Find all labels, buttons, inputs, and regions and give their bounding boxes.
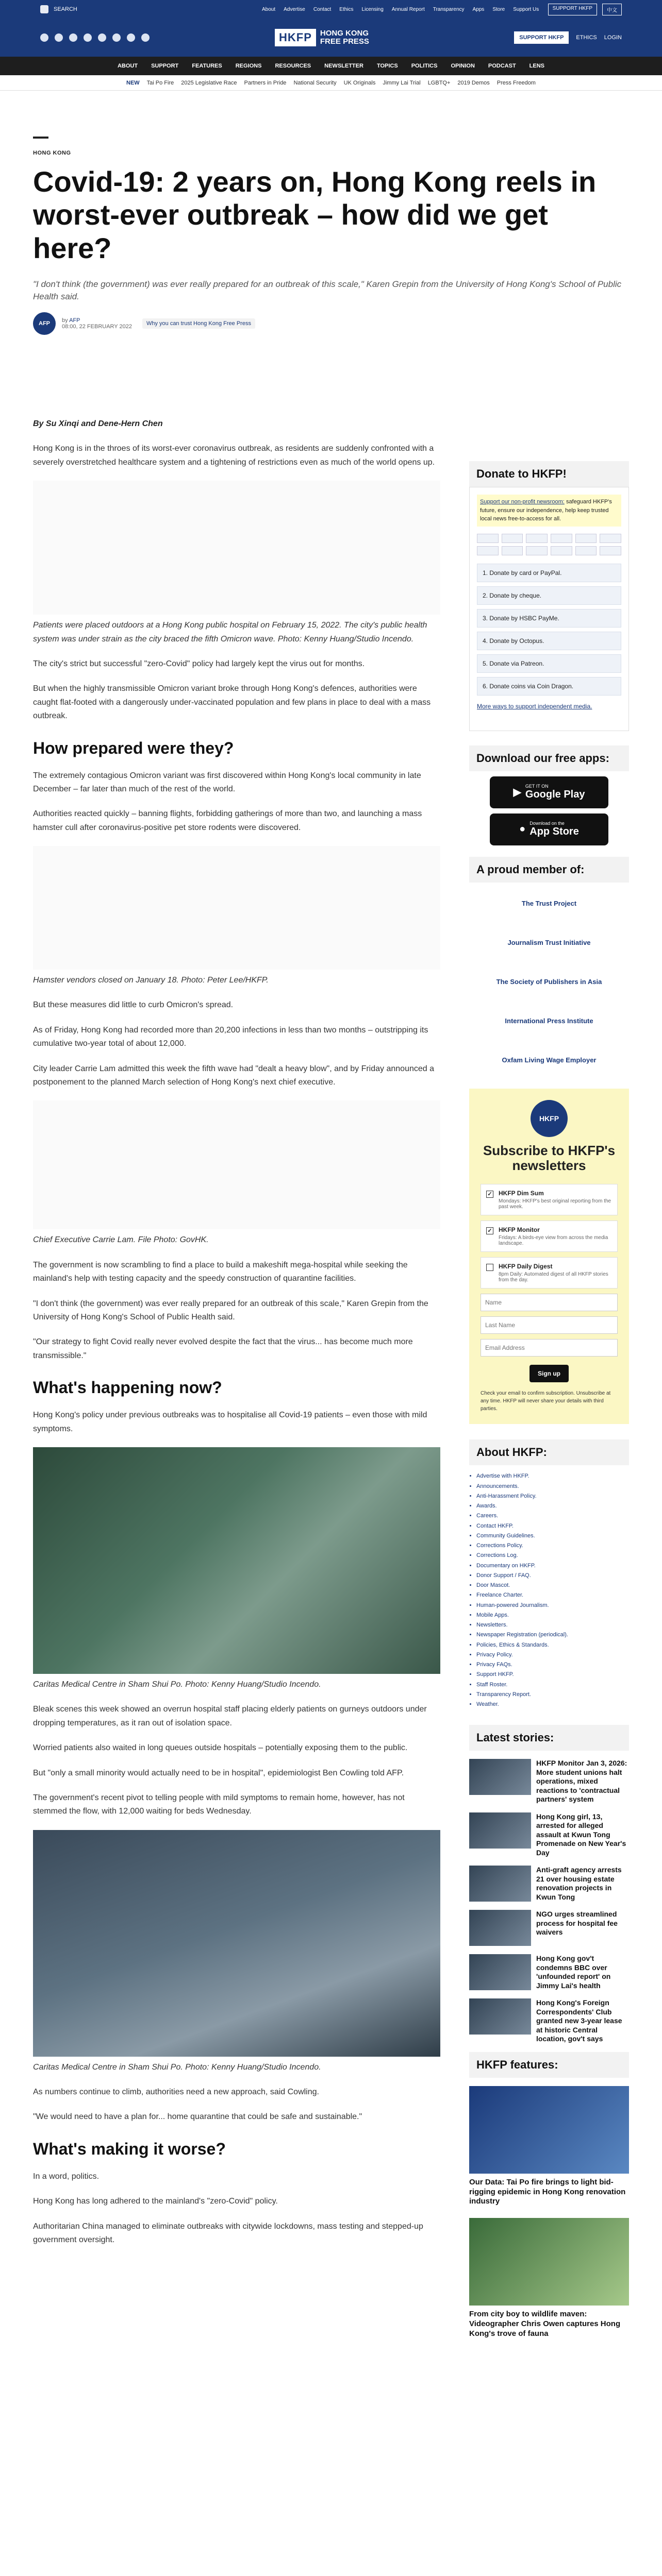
trending-item[interactable]: 2019 Demos bbox=[457, 79, 490, 86]
nav-item-opinion[interactable]: OPINION bbox=[451, 63, 475, 69]
trending-new-label: NEW bbox=[126, 79, 140, 86]
option-desc: Mondays: HKFP's best original reporting from the past week. bbox=[499, 1198, 611, 1210]
checkbox[interactable]: ✓ bbox=[486, 1191, 493, 1198]
payme-icon bbox=[502, 546, 523, 555]
language-switch[interactable]: 中文 bbox=[602, 4, 622, 15]
donate-lead bbox=[477, 495, 621, 527]
telegram-icon[interactable] bbox=[112, 33, 121, 42]
main-nav bbox=[0, 57, 662, 75]
last-name-input[interactable] bbox=[481, 1316, 618, 1334]
email-input[interactable] bbox=[481, 1339, 618, 1357]
more-ways-link[interactable]: More ways to support independent media. bbox=[477, 702, 592, 710]
about-link[interactable]: • Support HKFP. bbox=[476, 1670, 622, 1680]
site-logo[interactable] bbox=[275, 29, 369, 46]
author-avatar[interactable]: AFP bbox=[33, 312, 56, 335]
app-store-button[interactable] bbox=[490, 814, 608, 845]
utility-link[interactable]: Transparency bbox=[433, 6, 465, 12]
nav-item-topics[interactable]: TOPICS bbox=[376, 63, 398, 69]
about-link[interactable]: • Documentary on HKFP. bbox=[476, 1561, 622, 1571]
nav-item-lens[interactable]: LENS bbox=[529, 63, 545, 69]
utility-link[interactable]: Advertise bbox=[284, 6, 305, 12]
google-play-small: GET IT ON bbox=[525, 784, 549, 789]
latest-story[interactable] bbox=[469, 1866, 629, 1902]
donate-option[interactable]: 4. Donate by Octopus. bbox=[477, 632, 621, 650]
x-icon[interactable] bbox=[55, 33, 63, 42]
latest-story[interactable] bbox=[469, 1812, 629, 1858]
jcb-icon bbox=[575, 534, 597, 543]
paragraph: The extremely contagious Omicron variant was first discovered within Hong Kong's local community in late December – far later than much of the rest of the world. bbox=[33, 771, 421, 793]
about-link[interactable]: • Community Guidelines. bbox=[476, 1531, 622, 1541]
nav-item-features[interactable]: FEATURES bbox=[192, 63, 222, 69]
paragraph: Hong Kong's policy under previous outbreaks was to hospitalise all Covid-19 patients – even those with mild symptoms. bbox=[33, 1411, 427, 1433]
option-name: HKFP Daily Digest bbox=[499, 1263, 553, 1270]
paragraph: The government is now scrambling to find a place to build a makeshift mega-hospital while seeking the mainland's help with testing capacity and the speedy construction of quarantine facilities. bbox=[33, 1260, 408, 1283]
about-link[interactable]: • Donor Support / FAQ. bbox=[476, 1571, 622, 1581]
story-title[interactable]: Hong Kong gov't condemns BBC over 'unfounded report' on Jimmy Lai's health bbox=[536, 1954, 611, 1990]
story-title[interactable]: NGO urges streamlined process for hospital fee waivers bbox=[536, 1910, 618, 1937]
about-link[interactable]: • Corrections Policy. bbox=[476, 1541, 622, 1551]
about-link[interactable]: • Mobile Apps. bbox=[476, 1611, 622, 1620]
patreon-icon bbox=[575, 546, 597, 555]
feature-image[interactable] bbox=[469, 2086, 629, 2174]
feature-story[interactable] bbox=[469, 2218, 629, 2338]
about-link[interactable]: • Freelance Charter. bbox=[476, 1590, 622, 1600]
story-thumbnail[interactable] bbox=[469, 1998, 531, 2035]
nav-item-support[interactable]: SUPPORT bbox=[151, 63, 179, 69]
article-body bbox=[33, 417, 440, 2258]
article-excerpt: "I don't think (the government) was ever really prepared for an outbreak of this scale," Karen Grepin from the University of Hong Kong's School of Public Health said. bbox=[33, 279, 622, 301]
instagram-icon[interactable] bbox=[69, 33, 77, 42]
google-play-button[interactable] bbox=[490, 776, 608, 808]
about-link[interactable]: • Human-powered Journalism. bbox=[476, 1601, 622, 1611]
option-desc: 8pm Daily: Automated digest of all HKFP stories from the day. bbox=[499, 1272, 608, 1283]
paragraph: Hong Kong has long adhered to the mainland's "zero-Covid" policy. bbox=[33, 2197, 278, 2206]
option-name: HKFP Dim Sum bbox=[499, 1190, 544, 1197]
about-link[interactable]: • Newsletters. bbox=[476, 1620, 622, 1630]
ethics-link[interactable]: ETHICS bbox=[576, 35, 597, 41]
visa-icon bbox=[502, 534, 523, 543]
trending-item[interactable]: National Security bbox=[293, 79, 337, 86]
google-play-icon: ▶ bbox=[513, 787, 521, 798]
utility-link[interactable]: Annual Report bbox=[391, 6, 425, 12]
name-input[interactable] bbox=[481, 1294, 618, 1311]
paragraph: Authoritarian China managed to eliminate outbreaks with citywide lockdowns, mass testing and stepped-up government oversight. bbox=[33, 2222, 423, 2245]
paragraph: As numbers continue to climb, authorities need a new approach, said Cowling. bbox=[33, 2088, 319, 2097]
donate-option[interactable]: 5. Donate via Patreon. bbox=[477, 654, 621, 673]
paypal-icon bbox=[477, 546, 499, 555]
hospital-photo bbox=[33, 1447, 440, 1674]
search-link[interactable]: SEARCH bbox=[54, 6, 77, 12]
about-link[interactable]: • Corrections Log. bbox=[476, 1551, 622, 1561]
about-title: About HKFP: bbox=[469, 1439, 629, 1465]
paragraph: The government's recent pivot to telling people with mild symptoms to remain home, however, has not stemmed the flow, with 12,000 waiting for beds Wednesday. bbox=[33, 1793, 405, 1816]
latest-story[interactable] bbox=[469, 1998, 629, 2044]
story-title[interactable]: Hong Kong's Foreign Correspondents' Club granted new 3-year lease at historic Central location, gov't says bbox=[536, 1998, 622, 2043]
category-rule bbox=[33, 137, 48, 139]
top-utility-bar bbox=[0, 0, 662, 19]
amex-icon bbox=[526, 534, 548, 543]
paragraph: "We would need to have a plan for... home quarantine that could be safe and sustainable." bbox=[33, 2112, 362, 2122]
brand-header bbox=[0, 19, 662, 57]
topbar-support-button[interactable]: SUPPORT HKFP bbox=[548, 4, 597, 15]
trust-guide-link[interactable]: Why you can trust Hong Kong Free Press bbox=[142, 318, 255, 329]
member-logo[interactable]: The Trust Project bbox=[521, 900, 577, 907]
paragraph: Bleak scenes this week showed an overrun hospital staff placing elderly patients on gurneys outdoors under dropping temperatures, as it ran out of isolation space. bbox=[33, 1705, 427, 1727]
threads-icon[interactable] bbox=[84, 33, 92, 42]
about-list bbox=[469, 1465, 629, 1725]
newsletter-title: Subscribe to HKFP's newsletters bbox=[483, 1142, 616, 1174]
donate-lead-text: safeguard HKFP's future, ensure our independence, help keep trusted local news free-to-access for all. bbox=[480, 499, 612, 522]
latest-story[interactable] bbox=[469, 1759, 629, 1804]
donate-option[interactable]: 3. Donate by HSBC PayMe. bbox=[477, 609, 621, 628]
support-hkfp-button[interactable]: SUPPORT HKFP bbox=[514, 31, 569, 44]
publish-date: 08:00, 22 FEBRUARY 2022 bbox=[62, 323, 132, 330]
nav-item-regions[interactable]: REGIONS bbox=[235, 63, 262, 69]
story-title[interactable]: Anti-graft agency arrests 21 over housing estate renovation projects in Kwun Tong bbox=[536, 1866, 622, 1901]
member-logo[interactable]: Journalism Trust Initiative bbox=[507, 939, 591, 946]
newsletter-box bbox=[469, 1089, 629, 1425]
logo-mark: HKFP bbox=[275, 29, 316, 46]
paragraph: But "only a small minority would actually need to be in hospital", epidemiologist Ben Cowling told AFP. bbox=[33, 1768, 404, 1777]
article-header bbox=[33, 137, 629, 353]
fps-icon bbox=[526, 546, 548, 555]
logo-text bbox=[320, 29, 369, 46]
byline bbox=[33, 312, 629, 335]
trending-item[interactable]: Tai Po Fire bbox=[146, 79, 174, 86]
social-icons bbox=[40, 33, 275, 42]
nav-item-about[interactable]: ABOUT bbox=[117, 63, 138, 69]
app-store-label: App Store bbox=[529, 826, 579, 837]
logo-line1: HONG KONG bbox=[320, 29, 369, 38]
mastercard-icon bbox=[477, 534, 499, 543]
facebook-icon[interactable] bbox=[40, 33, 48, 42]
about-link[interactable]: • Weather. bbox=[476, 1700, 622, 1709]
utility-link[interactable]: Apps bbox=[472, 6, 485, 12]
about-link[interactable]: • Transparency Report. bbox=[476, 1690, 622, 1700]
rss-icon[interactable] bbox=[141, 33, 150, 42]
author-by: by bbox=[62, 317, 68, 324]
about-link[interactable]: • Awards. bbox=[476, 1501, 622, 1511]
author-link[interactable]: AFP bbox=[69, 317, 80, 324]
about-link[interactable]: • Advertise with HKFP. bbox=[476, 1471, 622, 1481]
story-title[interactable]: HKFP Monitor Jan 3, 2026: More student unions halt operations, mixed reactions to 'contractual partners' system bbox=[536, 1759, 627, 1804]
login-link[interactable]: LOGIN bbox=[604, 35, 622, 41]
story-thumbnail[interactable] bbox=[469, 1866, 531, 1902]
donate-option[interactable]: 2. Donate by cheque. bbox=[477, 586, 621, 605]
google-play-label: Google Play bbox=[525, 789, 585, 800]
about-link[interactable]: • Announcements. bbox=[476, 1482, 622, 1492]
story-thumbnail[interactable] bbox=[469, 1910, 531, 1946]
about-link[interactable]: • Staff Roster. bbox=[476, 1680, 622, 1690]
about-link[interactable]: • Contact HKFP. bbox=[476, 1521, 622, 1531]
trending-item[interactable]: 2025 Legislative Race bbox=[181, 79, 237, 86]
option-name: HKFP Monitor bbox=[499, 1226, 540, 1234]
author-block bbox=[62, 317, 132, 330]
paragraph: But these measures did little to curb Omicron's spread. bbox=[33, 1001, 234, 1010]
cheque-icon bbox=[600, 546, 621, 555]
about-link[interactable]: • Policies, Ethics & Standards. bbox=[476, 1640, 622, 1650]
latest-list bbox=[469, 1759, 629, 2044]
email-icon[interactable] bbox=[127, 33, 135, 42]
story-thumbnail[interactable] bbox=[469, 1759, 531, 1795]
menu-icon[interactable] bbox=[40, 5, 48, 13]
member-title: A proud member of: bbox=[469, 857, 629, 883]
photo-caption: Caritas Medical Centre in Sham Shui Po. Photo: Kenny Huang/Studio Incendo. bbox=[33, 2062, 321, 2072]
payment-icons bbox=[477, 534, 621, 555]
donate-title: Donate to HKFP! bbox=[469, 461, 629, 487]
story-thumbnail[interactable] bbox=[469, 1812, 531, 1849]
paragraph: "Our strategy to fight Covid really never evolved despite the fact that the virus... has become much more transmissible." bbox=[33, 1337, 413, 1360]
section-heading: What's making it worse? bbox=[33, 2139, 226, 2158]
newsletter-option[interactable] bbox=[481, 1221, 618, 1252]
nav-item-podcast[interactable]: PODCAST bbox=[488, 63, 516, 69]
newsletter-option[interactable] bbox=[481, 1257, 618, 1289]
features-title: HKFP features: bbox=[469, 2052, 629, 2078]
option-desc: Fridays: A birds-eye view from across the media landscape. bbox=[499, 1235, 608, 1247]
donate-option[interactable]: 6. Donate coins via Coin Dragon. bbox=[477, 677, 621, 696]
logo-line2: FREE PRESS bbox=[320, 37, 369, 46]
trending-item[interactable]: Partners in Pride bbox=[244, 79, 287, 86]
paragraph: In a word, politics. bbox=[33, 2172, 100, 2181]
latest-story[interactable] bbox=[469, 1910, 629, 1946]
paragraph: "I don't think (the government) was ever really prepared for an outbreak of this scale," Karen Grepin from the University of Hong Kong's School of Public Health said. bbox=[33, 1299, 428, 1321]
signup-button[interactable]: Sign up bbox=[529, 1365, 569, 1382]
discover-icon bbox=[600, 534, 621, 543]
apps-title: Download our free apps: bbox=[469, 745, 629, 771]
article-photo bbox=[33, 846, 440, 970]
section-heading: What's happening now? bbox=[33, 1378, 222, 1397]
utility-links bbox=[262, 7, 539, 12]
paragraph: As of Friday, Hong Kong had recorded more than 20,200 infections in less than two months – outstripping its cumulative two-year total of about 12,000. bbox=[33, 1025, 428, 1048]
trending-item[interactable]: UK Originals bbox=[343, 79, 376, 86]
checkbox[interactable] bbox=[486, 1264, 493, 1271]
paragraph: Authorities reacted quickly – banning flights, forbidding gatherings of more than two, and launching a mass hamster cull after coronavirus-positive pet store rodents were discovered. bbox=[33, 809, 422, 832]
story-thumbnail[interactable] bbox=[469, 1954, 531, 1990]
member-logo[interactable]: Oxfam Living Wage Employer bbox=[502, 1056, 597, 1064]
nav-item-newsletter[interactable]: NEWSLETTER bbox=[324, 63, 363, 69]
donate-box bbox=[469, 487, 629, 731]
octopus-icon bbox=[551, 546, 572, 555]
apple-icon: ● bbox=[519, 823, 526, 835]
trending-bar bbox=[0, 75, 662, 91]
newsletter-fineprint: Check your email to confirm subscription. Unsubscribe at any time. HKFP will never share your details with third parties. bbox=[481, 1391, 611, 1412]
member-logo[interactable]: International Press Institute bbox=[505, 1017, 593, 1025]
utility-link[interactable]: About bbox=[262, 6, 276, 12]
paragraph: But when the highly transmissible Omicron variant broke through Hong Kong's defences, authorities were caught flat-footed with a dangerously under-vaccinated population and few plans in place to deal with a mass outbreak. bbox=[33, 684, 431, 721]
member-logo[interactable]: The Society of Publishers in Asia bbox=[496, 978, 602, 986]
nav-item-politics[interactable]: POLITICS bbox=[411, 63, 438, 69]
unionpay-icon bbox=[551, 534, 572, 543]
app-store-small: Download on the bbox=[529, 821, 565, 826]
paragraph: The city's strict but successful "zero-Covid" policy had largely kept the virus out for months. bbox=[33, 659, 365, 668]
trending-item[interactable]: Jimmy Lai Trial bbox=[383, 79, 421, 86]
utility-link[interactable]: Store bbox=[492, 6, 505, 12]
paragraph: Hong Kong is in the throes of its worst-ever coronavirus outbreak, as residents are suddenly confronted with a severely overstretched healthcare system and a tightening of restrictions even as much of the world opens up. bbox=[33, 444, 435, 467]
latest-title: Latest stories: bbox=[469, 1725, 629, 1751]
photo-caption: Chief Executive Carrie Lam. File Photo: GovHK. bbox=[33, 1235, 209, 1245]
paragraph: City leader Carrie Lam admitted this week the fifth wave had "dealt a heavy blow", and by Friday announced a postponement to the planned March selection of Hong Kong's next chief executive. bbox=[33, 1064, 435, 1087]
section-heading: How prepared were they? bbox=[33, 738, 234, 757]
about-link[interactable]: • Newspaper Registration (periodical). bbox=[476, 1630, 622, 1640]
utility-link[interactable]: Ethics bbox=[339, 6, 354, 12]
trending-item[interactable]: Press Freedom bbox=[496, 79, 536, 86]
checkbox[interactable]: ✓ bbox=[486, 1227, 493, 1234]
about-link[interactable]: • Careers. bbox=[476, 1511, 622, 1521]
trending-item[interactable]: LGBTQ+ bbox=[427, 79, 451, 86]
donate-option[interactable]: 1. Donate by card or PayPal. bbox=[477, 564, 621, 582]
youtube-icon[interactable] bbox=[98, 33, 106, 42]
feature-title[interactable]: From city boy to wildlife maven: Videographer Chris Owen captures Hong Kong's trove of fauna bbox=[469, 2310, 621, 2338]
article-photo bbox=[33, 1100, 440, 1229]
article-title: Covid-19: 2 years on, Hong Kong reels in worst-ever outbreak – how did we get here? bbox=[33, 165, 597, 264]
nav-item-resources[interactable]: RESOURCES bbox=[275, 63, 311, 69]
photo-caption: Patients were placed outdoors at a Hong Kong public hospital on February 15, 2022. The city's public health system was under strain as the city braced the fifth Omicron wave. Photo: Kenny Huang/Studio Incendo. bbox=[33, 621, 427, 643]
paragraph: Worried patients also waited in long queues outside hospitals – potentially exposing them to the public. bbox=[33, 1743, 408, 1753]
photo-caption: Hamster vendors closed on January 18. Photo: Peter Lee/HKFP. bbox=[33, 976, 269, 985]
article-authors: By Su Xinqi and Dene-Hern Chen bbox=[33, 419, 163, 428]
newsletter-logo: HKFP bbox=[531, 1100, 568, 1137]
story-title[interactable]: Hong Kong girl, 13, arrested for alleged assault at Kwun Tong Promenade on New Year's Day bbox=[536, 1812, 626, 1857]
photo-caption: Caritas Medical Centre in Sham Shui Po. Photo: Kenny Huang/Studio Incendo. bbox=[33, 1680, 321, 1689]
article-photo bbox=[33, 481, 440, 615]
newsletter-option[interactable] bbox=[481, 1184, 618, 1215]
sidebar bbox=[469, 461, 629, 2350]
about-link[interactable]: • Privacy FAQs. bbox=[476, 1660, 622, 1670]
feature-image[interactable] bbox=[469, 2218, 629, 2306]
about-link[interactable]: • Anti-Harassment Policy. bbox=[476, 1492, 622, 1501]
utility-link[interactable]: Support Us bbox=[513, 6, 539, 12]
hospital-aerial-photo bbox=[33, 1830, 440, 2057]
about-link[interactable]: • Privacy Policy. bbox=[476, 1650, 622, 1660]
feature-title[interactable]: Our Data: Tai Po fire brings to light bid-rigging epidemic in Hong Kong renovation industry bbox=[469, 2177, 626, 2206]
latest-story[interactable] bbox=[469, 1954, 629, 1990]
donate-lead-link[interactable]: Support our non-profit newsroom: bbox=[480, 499, 565, 505]
utility-link[interactable]: Contact bbox=[313, 6, 332, 12]
utility-link[interactable]: Licensing bbox=[361, 6, 384, 12]
about-link[interactable]: • Door Mascot. bbox=[476, 1581, 622, 1590]
feature-story[interactable] bbox=[469, 2086, 629, 2207]
article-category[interactable]: HONG KONG bbox=[33, 150, 71, 156]
